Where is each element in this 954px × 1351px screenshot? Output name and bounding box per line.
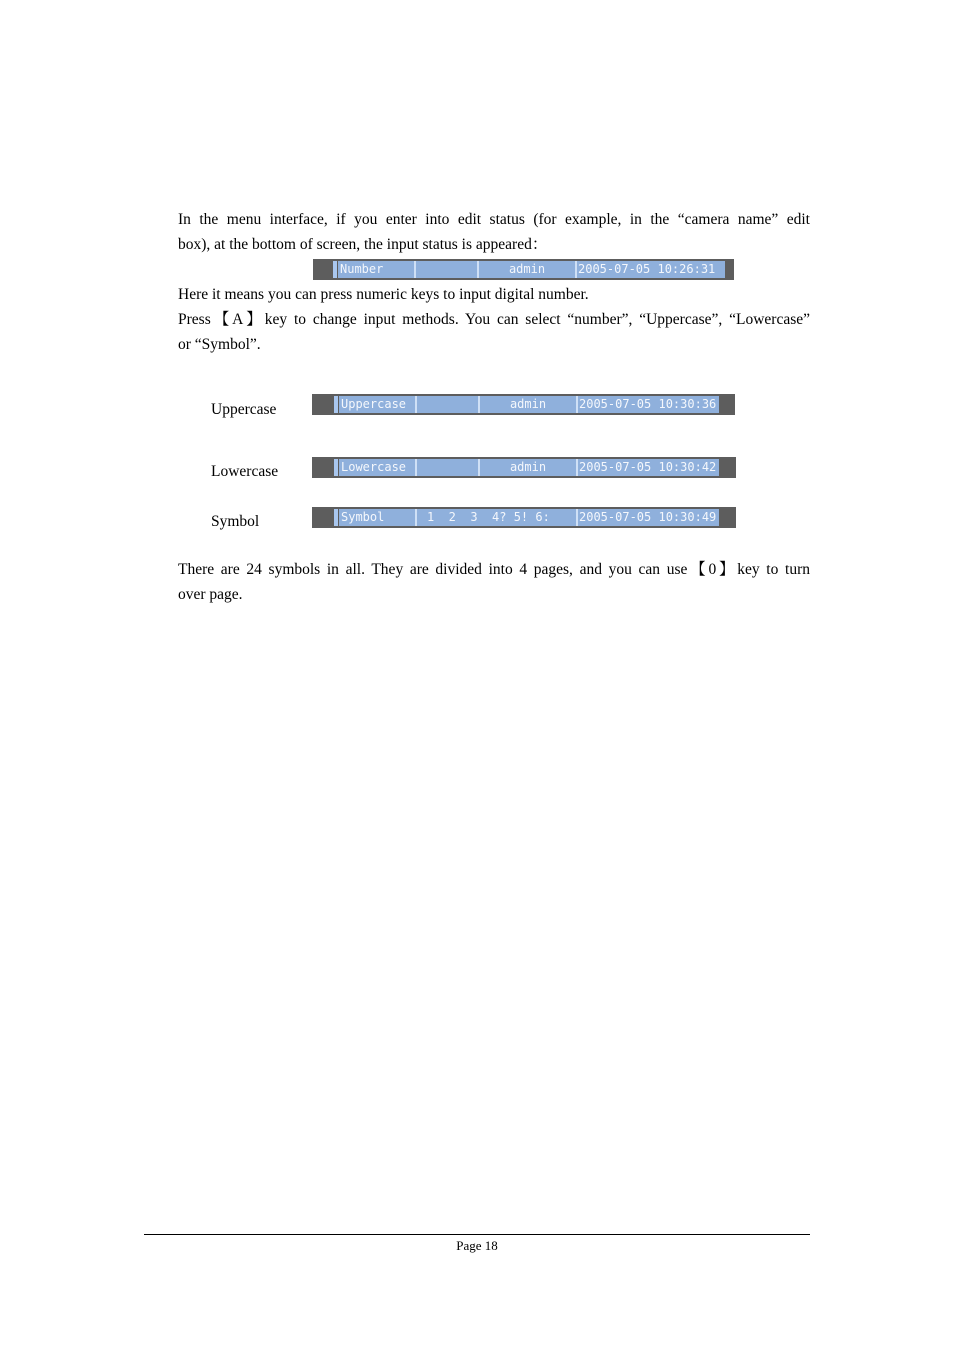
- cursor-marker: [334, 396, 338, 413]
- here-line: Here it means you can press numeric keys to input digital number.: [178, 286, 589, 303]
- cursor-marker: [334, 509, 338, 526]
- symbols-line-1: There are 24 symbols in all. They are divided into 4 pages, and you can use【0】key to turn: [178, 561, 810, 578]
- cursor-marker: [334, 459, 338, 476]
- status-user: admin: [509, 460, 547, 474]
- cursor-marker: [333, 261, 337, 278]
- status-mode: Number: [340, 262, 384, 276]
- status-bar-lowercase: [312, 457, 736, 478]
- status-datetime: 2005-07-05 10:30:49: [579, 510, 717, 524]
- intro-line-2: box), at the bottom of screen, the input status is appeared：: [178, 236, 548, 253]
- status-bar-symbol: [312, 507, 736, 528]
- status-user: admin: [508, 262, 546, 276]
- press-line-2: or “Symbol”.: [178, 336, 261, 353]
- status-symbols: 1 2 3 4? 5! 6:: [427, 510, 550, 524]
- status-mode: Symbol: [341, 510, 385, 524]
- status-mode: Lowercase: [341, 460, 407, 474]
- status-bar-uppercase: [312, 394, 735, 415]
- status-mode: Uppercase: [341, 397, 407, 411]
- separator: [415, 396, 417, 413]
- separator: [415, 509, 417, 526]
- status-bar-number: [313, 259, 734, 280]
- press-line-1: Press【A】key to change input methods. You can select “number”, “Uppercase”, “Lowercase”: [178, 311, 810, 328]
- status-datetime: 2005-07-05 10:30:36: [579, 397, 717, 411]
- uppercase-label: Uppercase: [211, 401, 277, 418]
- footer-rule: [144, 1234, 810, 1235]
- intro-line-1: In the menu interface, if you enter into edit status (for example, in the “camera name” edit: [178, 211, 810, 228]
- symbols-line-2: over page.: [178, 586, 243, 603]
- status-datetime: 2005-07-05 10:26:31: [578, 262, 716, 276]
- separator: [414, 261, 416, 278]
- separator: [415, 459, 417, 476]
- lowercase-label: Lowercase: [211, 463, 279, 480]
- status-datetime: 2005-07-05 10:30:42: [579, 460, 717, 474]
- page-number: Page 18: [456, 1238, 498, 1253]
- symbol-label: Symbol: [211, 513, 260, 530]
- status-user: admin: [509, 397, 547, 411]
